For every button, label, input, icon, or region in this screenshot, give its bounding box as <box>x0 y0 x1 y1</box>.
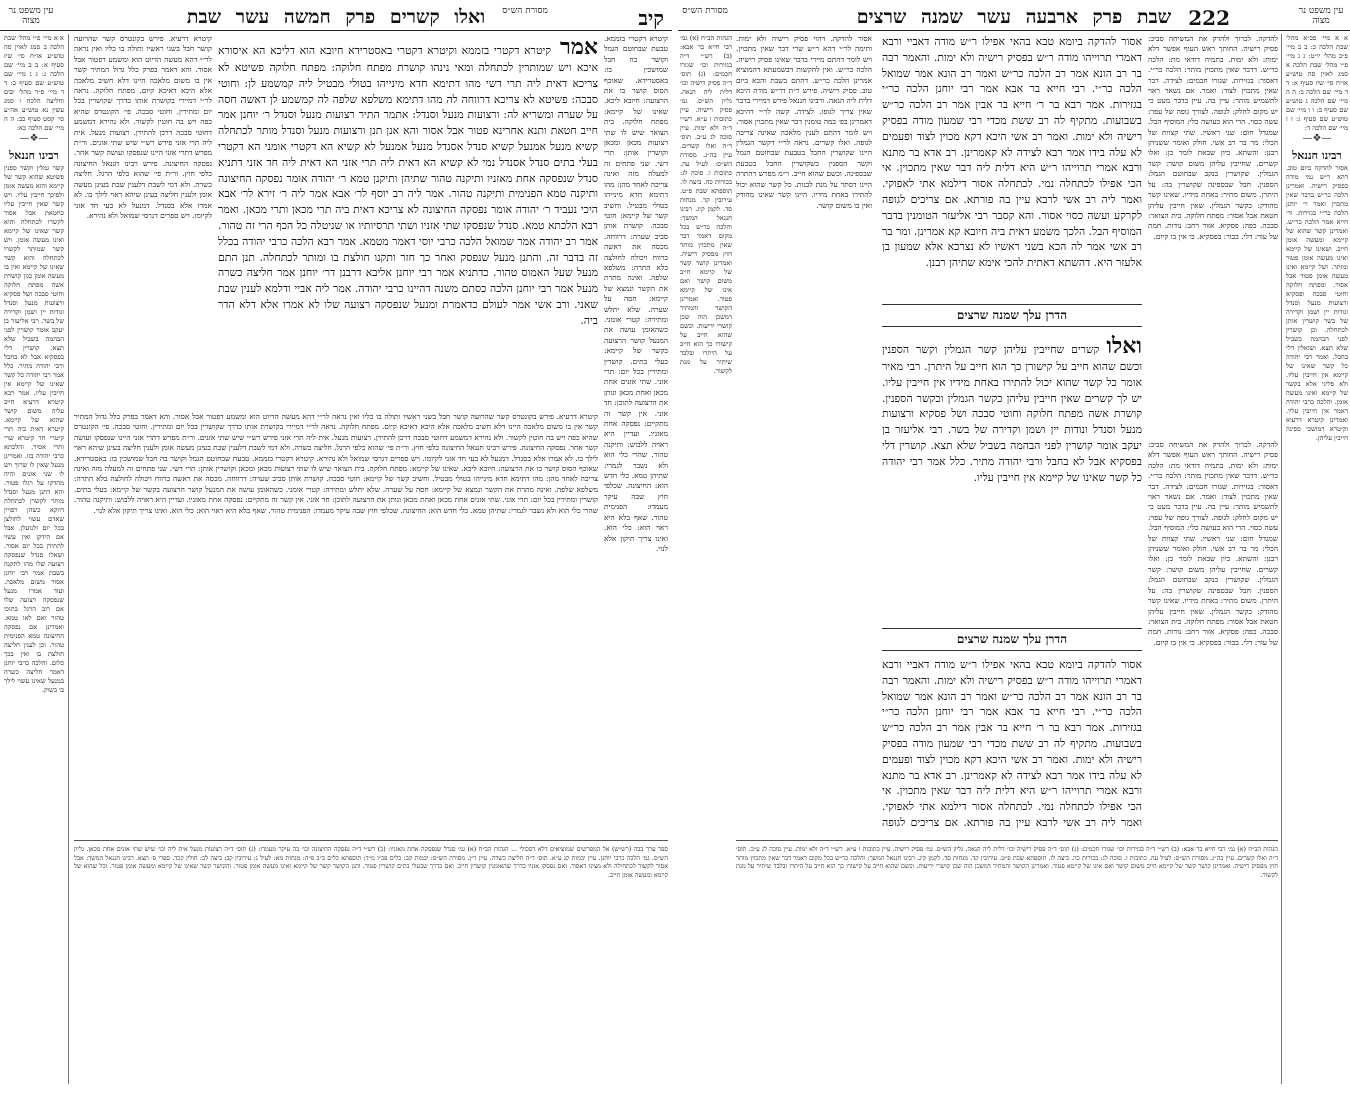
running-header: שבת פרק ארבעה עשר שמנה שרצים <box>856 6 1172 28</box>
ornament: —❖— <box>19 133 49 144</box>
right-outer-margin <box>1286 34 1348 1084</box>
mishna-opening-word: ואלו <box>1106 333 1142 359</box>
gemara-text <box>218 34 598 406</box>
hadran-title-2: הדרן עלך שמנה שרצים <box>882 628 1142 651</box>
rashi-continued: קיטרא דקטרי בזממא. טבעת שבחוטם הגמל וקושר בה חבל שמושכין בו: באסטרידא. שאוכף הסוס קושר בו את הרצועה: חיובא ליכא. שאינו של קיימא: מפתח חלוקה. בית הצואר שיש לו שתי רצועות מכאן ומכאן וקושרין אותן: תרי דשי. שני פתחים זה למעלה מזה ואינה צריכה לאחד מהן: מהו דתימא חדא מינייהו בטולי מבטיל. וחשיב קשר של קיימא: חוטי סבכה. קושרת אותן סביב שערה: דרווחה. מכסה את ראשה ברווח ויכולה לחולצה בלא התרה: משלפא שלפה. ואינה מתרת את הקשר ונמצא של קיימא: חסה על שערה. שלא יתלש ומתירה: קטרי אומני. כשהאומן עושה את המנעל קושר הרצועה בקשר של קיימא: בעלי בתים. קושרין ומתירין בכל יום: תרי אזני. שתי אזנים אחת מכאן ואחת מכאן ונותן את הרצועה לתוכן: חד אזני. אין קשר זה מתקיים: נפסקה אחת מאזניו. ועדיין היא ראויה ללבוש: ותיקנה טהור. שהרי כלי הוא ולא נשבר לגמרי: שתיהן טמא. כלי חדש הוא: החיצונה. שכלפי חוץ שבה עיקר מעמדו: הפנימית טהור. שאף בלא היא ראוי הוא: כלי הוא. ואינו צריך תיקון אלא לנוי. <box>74 453 598 515</box>
gemara-continued-body: אסור להדקה ביומא טבא בהאי אפילו ר״ש מודה דאביי ורבא דאמרי תרוייהו מודה ר״ש בפסיק רישיה ולא ימות. והאמר רבה בר רב הונא אמר רב הלכה כר״ש ואמר רב הונא אמר שמואל הלכה כר״י. רבי חייא בר אבא אמר רבי יוחנן הלכה כר״י בגזירות. אמר רבא בר ר׳ חייא בר אבין אמר רב הלכה כר״ש בשבועות. מתקיף לה רב ששת מכדי רבי שמעון מודה בפסיק רישיה ולא ימות. ואמר רב אשי היכא דקא מכוין לצוד ופעמים לא עלה בידו אמר רבא לצידה לא קאמרינן. רב אדא בר מתנא ורבא אמרי תרוייהו ר״ש היא דלית ליה דבר שאין מתכוין. אי הכי אפילו לכתחלה נמי. לכתחלה אסור דילמא אתי לאפוקי. ואמר ליה רב אשי לרבא עיין בה פורתא. אם צריכים לגופה <box>882 658 1142 829</box>
rabbenu-chananel-text: אסור להדקה ביום טוב. דהא ר״ש נמי מודה בפסיק רישיה. ואמרינן הלכה כר״ש בדבר שאין מתכוין ואמר ר׳ יוחנן הלכה כר״י בגזירות. ור׳ חייא אמר הלכה כר״ש. ואמרינן קשר שהוא של קיימא ומעשה אומן חייב. ושאינו של קיימא ואינו מעשה אומן פטור ומותר. ושל קיימא ואינו מעשה אומן פטור אבל אסור. ומפתח חלוקה וחוטי סבכה ופסקיא ורצועות מנעל וסנדל ונודות יין ושמן וקדירה של בשר קושרין אותן לכתחלה. וכן קושרין לפני הבהמה בשביל שלא תצא. ושואלין דלי בחבל. ואמר רבי יהודה כל קשר שאינו של קיימא אין חייבין עליו. ולא פליגי אלא בקשר של קיימא ואינו מעשה אומן. והלכה כרבי יהודה דאמר אין חייבין עליו. ואמרינן קיטרא דרעיא וקיטרא דמושכי ספינה חייבין עליהן. <box>1286 164 1348 442</box>
tosafot-continued: קיטרא דרעיא. פירש בקונטרס קשר שהרועה קושר חבל בשני ראשיו ותולה בו כליו ואין נראה לר״י דהא מעשה הדיוט הוא ומשמע דפטור אבל אסור. והא דאמר בפרק כלל גדול המתיר קשר אין בו משום מלאכה היינו דלא חשיב מלאכה אלא היכא דאיכא קיום. מפתח חלוקה. נראה לר״י דמיירי בקושרת אותו כדרך שקושרין בכל יום ומתירין. וחוטי סבכה. פי׳ הקונטרס שהיא כפה ויש בה חוטין לקשור. ולא נהירא דמשמע דחוטי סבכה דרכן להתירן. רצועות מנעל. אית ליה תרי אזני פירש רש״י שיש שתי אזנים. ור״ת מפרש דתרי אזני היינו שנפסקו ועושה קשר אחר. נפסקה החיצונה. פירש רבינו חננאל החיצונה כלפי חוץ. ור״ת פי׳ שהוא כלפי הרגל. חליצה כשרה. ולא דמי לשבת דלענין שבת בעינן מעשה אומן ולענין חליצה בעינן שיהא ראוי לילך בו. לא אמרו אלא בסנדל. דמנעל לא בעי חד אזני לקיומו. ויש ספרים דגרסי שמואל ולא נהירא. <box>74 412 598 463</box>
lower-commentary <box>74 412 598 832</box>
rabbenu-title: רבינו חננאל <box>9 149 59 162</box>
masoret-header: מסורת הש״ס <box>682 6 728 16</box>
ornament: —❖— <box>1302 133 1332 144</box>
masoret-column: הגהות הב״ח (א) גמ׳ רבי חייא בר אבא: (ב) רש״י ד״ה בגזירות וכו׳ שגזרו חכמים: (ג) תוס׳ ד״ה פסיק רישיה וכו׳ דלית ליה הנאה. גליון הש״ס. גמ׳ פסיק רישיה. עיין כתובות ו ע״א. רש״י ד״ה ולא ימות. עיין סוכה לג ע״ב. תוס׳ ד״ה ואלו קשרים. עיין בה״ג. מסורת הש״ס: לעיל עה. כתובות ו. סוכה לג: בכורות כה. ביצה לו. תוספתא שבת פ״ט. עירובין קד. מנחות סד. לקמן קיג. רבינו חננאל המשך: והלכה כר״ש בכל מקום דאמר דבר שאין מתכוין מותר חוץ מפסיק רישיה. ואמרינן קושר קשר של קיימא חייב משום קושר ואם אינו של קיימא פטור. ואמרינן הקושר והמתיר דמשכן הוה שכן קושרי יריעות. וכשם שהוא חייב על קישורו כך הוא חייב על היתרו ובלבד שיתיר על מנת לקשור. <box>680 34 732 375</box>
rashi-column <box>604 34 668 834</box>
footnote-divider <box>736 840 1278 841</box>
mishna-body: קשרים שחייבין עליהן קשר הגמלין וקשר הספנין וכשם שהוא חייב על קישורן כך הוא חייב על היתרן. רבי מאיר אומר כל קשר שהוא יכול להתירו באחת מידיו אין חייבין עליו. יש לך קשרים שאין חייבין עליהן כקשר הגמלין וכקשר הספנין. קושרת אשה מפתח חלוקה וחוטי סבכה ושל פסקיא ורצועות מנעל וסנדל ונודות יין ושמן וקדירה של בשר. רבי אליעזר בן יעקב אומר קושרין לפני הבהמה בשביל שלא תצא. קושרין דלי בפסקיא אבל לא בחבל ורבי יהודה מתיר. כלל אמר רבי יהודה כל קשר שאינו של קיימא אין חייבין עליו. <box>882 343 1142 484</box>
left-page <box>0 0 672 1094</box>
left-outer-margin <box>4 34 64 1084</box>
gemara-body: קיטרא דקטרי בזממא וקיטרא דקטרי באסטרידא חיובא הוא דליכא הא איסורא איכא ויש שמותרין לכתחלה ומאי נינהו קושרת מפתח חלוקה: מפתח חלוקה פשיטא לא צריכא דאית ליה תרי דשי מהו דתימא חדא מינייהו בטולי מבטיל ליה קמשמע לן: וחוטי סבכה: פשיטא לא צריכא דרווחה לה מהו דתימא משלפא שלפה לה קמשמע לן דאשה חסה על שערה ומשריא לה: ורצועות מנעל וסנדל: אתמר התיר רצועות מנעל וסנדל ר׳ יוחנן אמר חייב חטאת ותנא אחרינא פטור אבל אסור והא אנן תנן ורצועות מנעל וסנדל מותר לכתחלה קשיא מנעל אמנעל קשיא סנדל אסנדל מנעל אמנעל לא קשיא הא דקטרי אומני הא דקטרי בעלי בתים סנדל אסנדל נמי לא קשיא הא דאית ליה תרי אזני הא דאית ליה חד אזני דתניא סנדל שנפסקה אחת מאזניו ותיקנה טהור שתיהן ותיקנן טמא ר׳ יהודה אומר נפסקה החיצונה ותיקנה טמא הפנימית ותיקנה טהור. אמר ליה רב יוסף לר׳ אבא אמר ליה ר׳ זירא לר׳ אבא היכי נעביד ר׳ יהודה אומר נפסקה החיצונה לא צריכא דאית ביה תרי מכאן ותרי מכאן. ואמר רבא הלכתא טמא. סנדל שנפסקו שתי אזניו ושתי תרסיותיו או שניטלה כל הכף הרי זה טהור. אמר רב יהודה אמר שמואל הלכה כרבי יוסי דאמר מטמא. אמר רבא הלכה כרבי יהודה בכלל זה בדבר זה. והתנן מנעל שנפסק ואחר כך חזר ותקנו חולצת בו ומותר לכתחלה. תנן התם מנעל שעל האמוס טהור. כדתניא אמר רבי יוחנן אליבא דרבנן דר׳ יוחנן אמר חליצה כשרה מנעל אמר רבי יוחנן הלכה כסתם משנה דהיינו כרבי יהודה. אמר ליה אביי ודלמא לענין שבת שאני. ורב אשי אמר לעולם כדאמרת ומנעל שנפסקה רצועה שלו לא אמרו אלא דלא הדר ביה. <box>218 44 598 327</box>
left-page-header <box>0 4 672 31</box>
folio-number: קיב <box>638 6 664 30</box>
masoret-header: מסורת הש״ס <box>502 6 548 16</box>
ein-mishpat-header: עין משפט נר מצוה <box>1298 6 1344 26</box>
mishna-text <box>882 333 1142 485</box>
gemara-text: אסור להדקה ביומא טבא בהאי אפילו ר״ש מודה דאביי ורבא דאמרי תרוייהו מודה ר״ש בפסיק רישיה ולא ימות. והאמר רבה בר רב הונא אמר רב הלכה כר״ש ואמר רב הונא אמר שמואל הלכה כר״י. רבי חייא בר אבא אמר רבי יוחנן הלכה כר״י בגזירות. אמר רבא בר ר׳ חייא בר אבין אמר רב הלכה כר״ש בשבועות. מתקיף לה רב ששת מכדי רבי שמעון מודה בפסיק רישיה ולא ימות. ואמר רב אשי היכא דקא מכוין לצוד ופעמים לא עלה בידו אמר רבא לצידה לא קאמרינן. רב אדא בר מתנא ורבא אמרי תרוייהו ר״ש היא דלית ליה דבר שאין מתכוין. אי הכי אפילו לכתחלה נמי. לכתחלה אסור דילמא אתי לאפוקי. ואמר ליה רב אשי לרבא עיין בה פורתא. אם צריכים לגופה לקרקע ועשה כסוי אסור. והא קסבר רבי אליעזר הטומנין בדבר המוסיף הבל. הלכך משמע דאית ביה חיובא קא אמרינן. ומר בר רב אשי אמר לה הכא בשני ראשיו לא נצרכא אלא שמעון בן אלעזר היא. דהשתא דאתית להכי אימא שתיהן רבנן. <box>882 35 1142 270</box>
right-page-header <box>678 4 1350 31</box>
footnote-divider <box>74 840 668 841</box>
running-header: ואלו קשרים פרק חמשה עשר שבת <box>186 6 486 28</box>
column-divider <box>1281 34 1282 1084</box>
rashi-continued: להדקה. לכרוך ולהדק את המשיחה סביב: פסיק רישיה. החותך ראש העוף אפשר דלא ימות: ולא ימות. בתמיה דודאי מת: הלכה כר״ש. דדבר שאין מתכוין מותר: הלכה כר״י. דאסור: בגזירות. שגזרו חכמים: לצידה. דבר שאין מתכוין לצוד: ואמר. אם נשאר ראוי לתשמיש מותר: עיין בה. עיין בדבר מעט כי יש מקום לחלק: לגופה. לצורך גופה של עפר: עשה כסוי. הרי הוא כעושה כלי: המוסיף הבל. שמגדל חום: שני ראשיו. שתי קצוות של הכלי: מר בר רב אשי. חולק ואומר ששניהן רבנן: והשתא. כיון שבאת לומר כן: ואלו קשרים. שחייבין עליהן משום קושר: קשר הגמלין. שקושרין בנקב שבחוטם הגמל: הספנין. חבל שבספינה שקושרין בה: על היתרן. משום מתיר: באחת מידיו. שאינו קשר מהודק: כקשר הגמלין. שאין חייבין עליהן חטאת אבל אסור: מפתח חלוקה. בית הצואר: סבכה. כפה: פסקיא. אזור רחב: נודות. חמת של עור: דלי. בבור: בפסקיא. כי אין בו קיום. <box>1148 440 1278 647</box>
tosafot-column: קיטרא דרעיא. פירש בקונטרס קשר שהרועה קושר חבל בשני ראשיו ותולה בו כליו ואין נראה לר״י דהא מעשה הדיוט הוא ומשמע דפטור אבל אסור. והא דאמר בפרק כלל גדול המתיר קשר אין בו משום מלאכה היינו דלא חשיב מלאכה אלא היכא דאיכא קיום. מפתח חלוקה. נראה לר״י דמיירי בקושרת אותו כדרך שקושרין בכל יום ומתירין. וחוטי סבכה. פי׳ הקונטרס שהיא כפה ויש בה חוטין לקשור. ולא נהירא דמשמע דחוטי סבכה דרכן להתירן. רצועות מנעל. אית ליה תרי אזני פירש רש״י שיש שתי אזנים. ור״ת מפרש דתרי אזני היינו שנפסקו ועושה קשר אחר. נפסקה החיצונה. פירש רבינו חננאל החיצונה כלפי חוץ. ור״ת פי׳ שהוא כלפי הרגל. חליצה כשרה. ולא דמי לשבת דלענין שבת בעינן מעשה אומן ולענין חליצה בעינן שיהא ראוי לילך בו. לא אמרו אלא בסנדל. דמנעל לא בעי חד אזני לקיומו. ויש ספרים דגרסי שמואל ולא נהירא. <box>74 34 212 220</box>
right-page <box>678 0 1350 1094</box>
folio-number: 222 <box>1188 6 1230 30</box>
rashi-column: להדקה. לכרוך ולהדק את המשיחה סביב: פסיק רישיה. החותך ראש העוף אפשר דלא ימות: ולא ימות. בתמיה דודאי מת: הלכה כר״ש. דדבר שאין מתכוין מותר: הלכה כר״י. דאסור: בגזירות. שגזרו חכמים: לצידה. דבר שאין מתכוין לצוד: ואמר. אם נשאר ראוי לתשמיש מותר: עיין בה. עיין בדבר מעט כי יש מקום לחלק: לגופה. לצורך גופה של עפר: עשה כסוי. הרי הוא כעושה כלי: המוסיף הבל. שמגדל חום: שני ראשיו. שתי קצוות של הכלי: מר בר רב אשי. חולק ואומר ששניהן רבנן: והשתא. כיון שבאת לומר כן: ואלו קשרים. שחייבין עליהן משום קושר: קשר הגמלין. שקושרין בנקב שבחוטם הגמל: הספנין. חבל שבספינה שקושרין בה: על היתרן. משום מתיר: באחת מידיו. שאינו קשר מהודק: כקשר הגמלין. שאין חייבין עליהן חטאת אבל אסור: מפתח חלוקה. בית הצואר: סבכה. כפה: פסקיא. אזור רחב: נודות. חמת של עור: דלי. בבור: בפסקיא. כי אין בו קיום. <box>1148 34 1278 241</box>
opening-word: אמר <box>551 34 598 60</box>
ein-mishpat-header: עין משפט נר מצוה <box>8 6 54 26</box>
rabbenu-chananel-text: קשר גמלין וקשר ספנין פשיטא שהוא קשר של קיימא והוא מעשה אומן ולפיכך חייבין עליו. ויש קשר שאין חייבין עליו כחטאת אבל אסור לקשרו לכתחלה והוא קשר שאינו של קיימא ואינו מעשה אומן. ויש קשר שמותר לקשרו לכתחלה והוא קשר שאינו של קיימא ואין בו מעשה אומן כגון קושרת אשה מפתח חלוקה וחוטי סבכה ושל פסקיא ורצועות מנעל וסנדל ונודות יין ושמן וקדירה של בשר. רבי אליעזר בן יעקב אומר קושרין לפני הבהמה בשביל שלא תצא. קושרין דלי בפסקיא אבל לא בחבל ורבי יהודה מתיר. כלל אמר רבי יהודה כל קשר שאינו של קיימא אין חייבין עליו. אמר רבא קיטרא דרעיא חייב עליה משום קושר שהוא של קיימא. קיטרא דאית ביה תרי קיטרי חד קיטרא שרי ותרי אסיר. והלכתא כרבי יהודה בזו. ואמרינן מנעל שאין לו שרוך ויש לו שני אזנים והיה מהדקו על רגלו פטור. והא דתנן מנעל וסנדל מותר לקשרן לכתחלה דווקא כשהן רפויין שאדם עשוי לחולצן בכל יום ולנועלן. אבל אם הידקן ואין עשוי להתירן בכל יום אסור. ושאלו סנדל שנפסקה רצועה שלו מהו לתקנה בשבת אמר רבי יוחנן אסור משום מלאכה. ועוד אמרו מנעל שנפסקה רצועה שלו אם רוב הרגל בתוכו טהור ואם לאו טמא. ואמרינן אם נפסקה החיצונה טמא הפנימית טהור. וכן לענין חליצה חולצת בו ואין בכך כלום. והלכה כרבי יוחנן דאמר חליצה כשרה במנעל שאינו עשוי לילך בו בשוק. <box>4 164 64 694</box>
hadran-title: הדרן עלך שמנה שרצים <box>882 304 1142 327</box>
gemara-continued <box>882 622 1142 832</box>
rabbenu-title: רבינו חננאל <box>1292 149 1342 162</box>
tosafot-column: אסור להדקה. דהוי פסיק רישיה ולא ימות. ותימה לר״י דהא ר״ש שרי דבר שאין מתכוין. ויש לומר דהתם מיירי בדבר שאינו פסיק רישיה. הלכה כר״ש. ואין להקשות דבשמעתא דהמוציא אמרינן הלכה כר״ש. דהתם בשבת והכא ביום טוב. פסיק רישיה. פירש ר״ת דר״ש מודה היכא דלית ליה הנאה. ורבינו חננאל פירש דמיירי בדבר שאין צריך לגופו. לצידה. קשה לר״י דהיכא דאמרינן בפ׳ במה טומנין דבר שאין מתכוין אסור. ויש לומר דהתם לענין מלאכה שאינה צריכה לגופה. ואלו קשרים. נראה לר״י דקשר הגמלין היינו שקושרין החבל בטבעת שבחוטם הגמל וקשר הספנין כשקושרין החבל בטבעת שבספינה. וכשם שהוא חייב. ר״מ מפרש דהתרה היינו דסתר על מנת לבנות. כל קשר שהוא יכול להתירו באחת מידיו. היינו קשר שאינו מהודק ואין בו משום קושר. <box>736 34 872 210</box>
ein-mishpat-notes: א א מיי׳ פכ״א מהל׳ שבת הלכה כ: ב ב מיי׳ פ״ב מהל׳ יו״ט: ג ג מיי׳ פ״י מהל׳ שבת הלכה א סמג לאוין סה טוש״ע או״ח סי׳ שיז סעיף א: ד ד מיי׳ שם הלכה ב: ה ה מיי׳ שם הלכה ג טוש״ע שם סעיף ב: ו ו מיי׳ שם טוש״ע שם סעיף ג: ז ז מיי׳ שם הלכה ד: <box>1286 34 1348 132</box>
rashi-text: קיטרא דקטרי בזממא. טבעת שבחוטם הגמל וקושר בה חבל שמושכין בו: באסטרידא. שאוכף הסוס קושר בו את הרצועה: חיובא ליכא. שאינו של קיימא: מפתח חלוקה. בית הצואר שיש לו שתי רצועות מכאן ומכאן וקושרין אותן: תרי דשי. שני פתחים זה למעלה מזה ואינה צריכה לאחד מהן: מהו דתימא חדא מינייהו בטולי מבטיל. וחשיב קשר של קיימא: חוטי סבכה. קושרת אותן סביב שערה: דרווחה. מכסה את ראשה ברווח ויכולה לחולצה בלא התרה: משלפא שלפה. ואינה מתרת את הקשר ונמצא של קיימא: חסה על שערה. שלא יתלש ומתירה: קטרי אומני. כשהאומן עושה את המנעל קושר הרצועה בקשר של קיימא: בעלי בתים. קושרין ומתירין בכל יום: תרי אזני. שתי אזנים אחת מכאן ואחת מכאן ונותן את הרצועה לתוכן: חד אזני. אין קשר זה מתקיים: נפסקה אחת מאזניו. ועדיין היא ראויה ללבוש: ותיקנה טהור. שהרי כלי הוא ולא נשבר לגמרי: שתיהן טמא. כלי חדש הוא: החיצונה. שכלפי חוץ שבה עיקר מעמדו: הפנימית טהור. שאף בלא היא ראוי הוא: כלי הוא. ואינו צריך תיקון אלא לנוי. <box>604 34 668 553</box>
bottom-notes: הגהות הב״ח (א) גמ׳ רבי חייא בר אבא: (ב) רש״י ד״ה בגזירות וכו׳ שגזרו חכמים: (ג) תוס׳ ד״ה פסיק רישיה וכו׳ דלית ליה הנאה. גליון הש״ס. גמ׳ פסיק רישיה. עיין כתובות ו ע״א. רש״י ד״ה ולא ימות. עיין סוכה לג ע״ב. תוס׳ ד״ה ואלו קשרים. עיין בה״ג. מסורת הש״ס: לעיל עה. כתובות ו. סוכה לג: בכורות כה. ביצה לו. תוספתא שבת פ״ט. עירובין קד. מנחות סד. לקמן קיג. רבינו חננאל המשך: והלכה כר״ש בכל מקום דאמר דבר שאין מתכוין מותר חוץ מפסיק רישיה. ואמרינן קושר קשר של קיימא חייב משום קושר ואם אינו של קיימא פטור. ואמרינן הקושר והמתיר דמשכן הוה שכן קושרי יריעות. וכשם שהוא חייב על קישורו כך הוא חייב על היתרו ובלבד שיתיר על מנת לקשור. <box>736 846 1278 879</box>
ein-mishpat-notes: א א מיי׳ פ״י מהל׳ שבת הלכה ב סמג לאוין סה טוש״ע או״ח סי׳ שיז סעיף א: ב ב מיי׳ שם הלכה ג: ג ג מיי׳ שם טוש״ע שם סעיף ב: ד ד מיי׳ פ״ד מהל׳ יבום וחליצה הלכה ו סמג עשין נא טוש״ע אה״ע סי׳ קסט סעיף כב: ה ה מיי׳ שם הלכה כא: <box>4 34 64 132</box>
column-divider <box>68 34 69 1084</box>
bottom-notes: ספר ערך בבה (רש״ש) אל המפרשים שמוציאים דלא דסכולי ... הגהות הב״ח (א) גמ׳ סנדל שנפסקה אחת מאזניו: (ב) רש״י ד״ה נפסקה החיצונה וכו׳ בה עיקר מעמדו: (ג) תוס׳ ד״ה רצועות מנעל אית ליה וכו׳ שיש שתי אזנים אחת מכאן. גליון הש״ס. גמ׳ הלכה כרבי יוחנן. עיין יבמות קג ע״א. תוס׳ ד״ה חליצה כשרה. עיין ר״ן. מסורת הש״ס: יבמות קב: כלים פכ״ו מ״ד: תוספתא כלים ב״ב פ״ה: מנחות מא: לעיל נ: עירובין קב: ביצה לב: חולין קכד. ספרי פ׳ תצא. רבינו חננאל המשך: אבל אסור לקשור לכתחילה ולא מצינו דאסור. ואם נפסקו אזניו כדרך שהאומנין קושרין חייב. ואם כדרך שבעלי בתים קושרין פטור. ותנן הקושר קשר של קיימא ואינו מעשה אומן פטור. והקושר קשר שאינו של קיימא ומעשה אומן פטור. וכל שהוא של קיימא ומעשה אומן חייב. <box>74 846 668 879</box>
mishna-block <box>882 298 1142 618</box>
